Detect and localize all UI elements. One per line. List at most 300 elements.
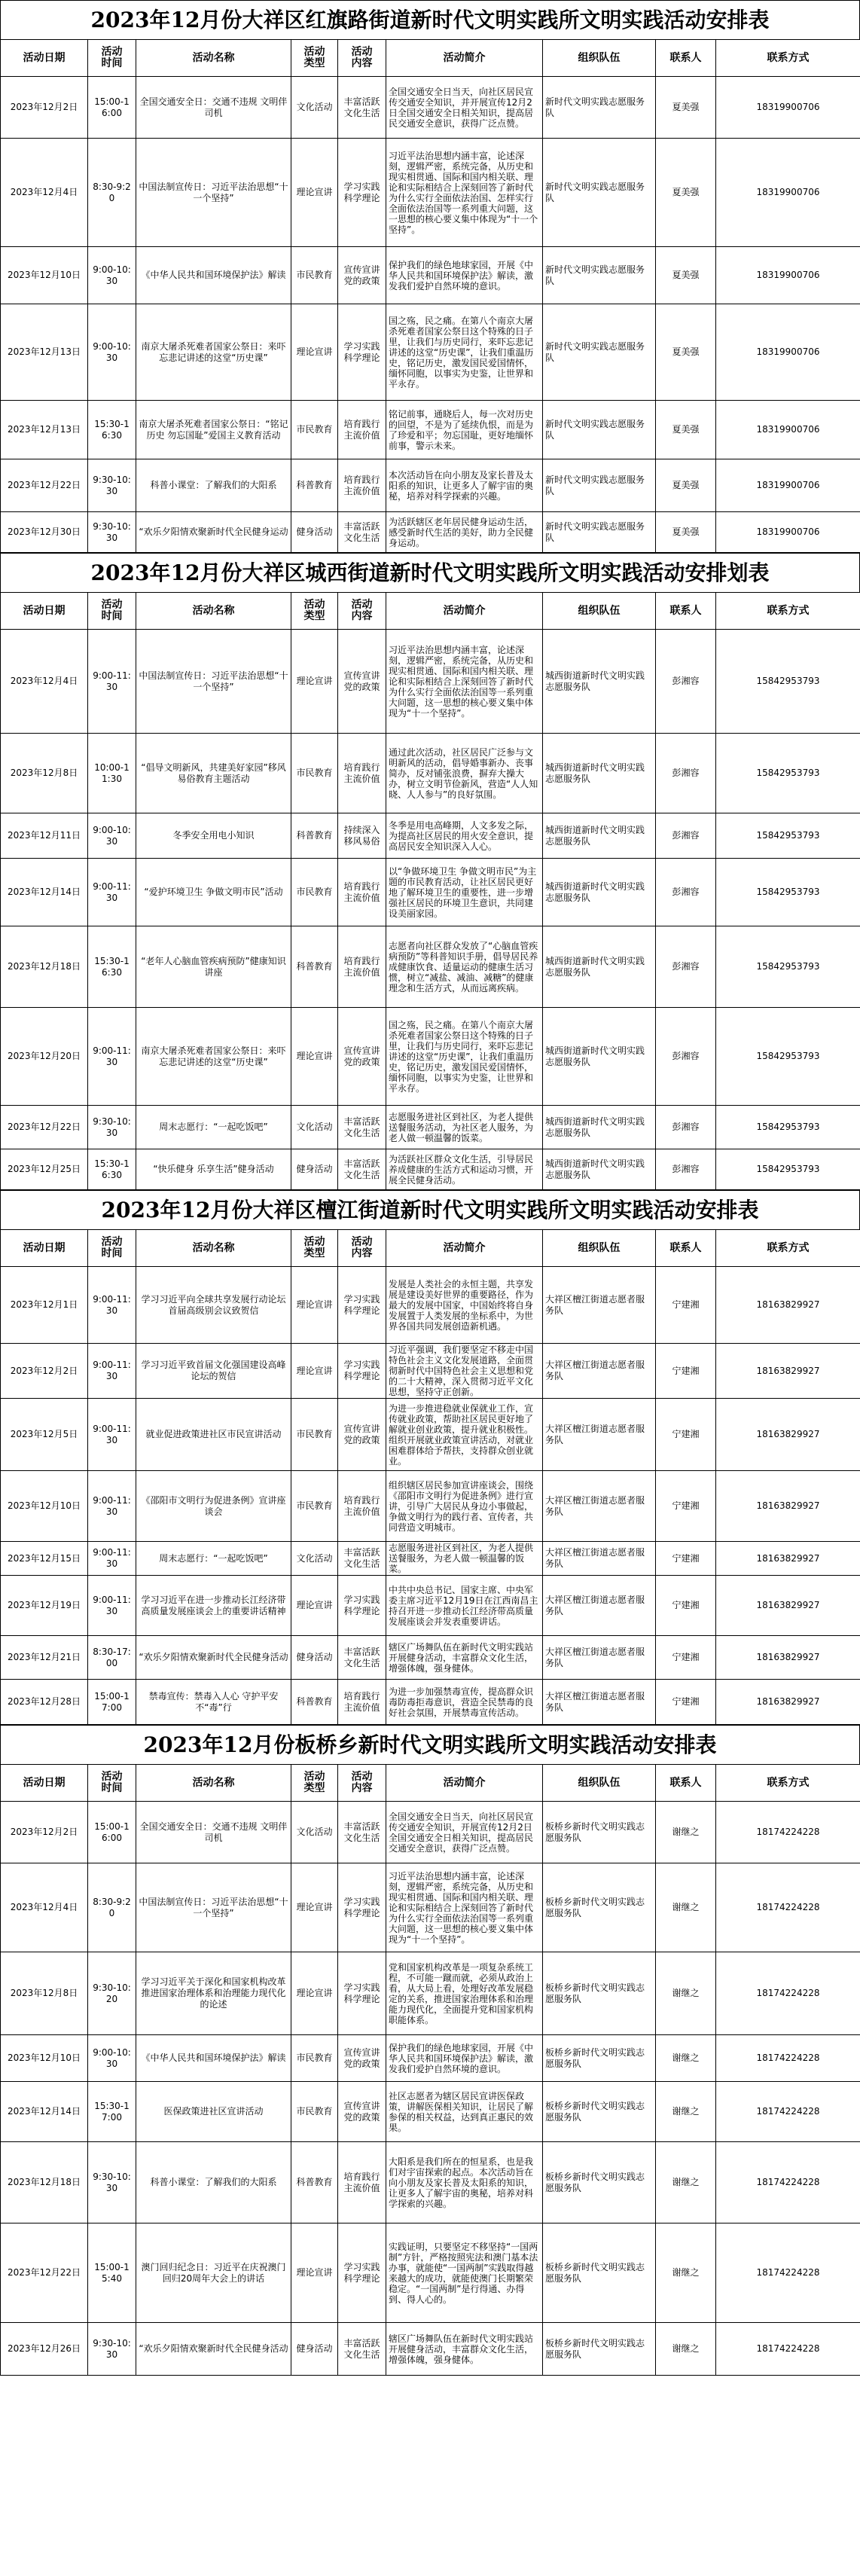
cell-name: “倡导文明新风，共建美好家园”移风易俗教育主题活动 <box>136 734 291 813</box>
cell-type: 市民教育 <box>291 401 338 459</box>
column-header-contact: 联系人 <box>656 1230 716 1267</box>
table-row <box>1 1344 860 1399</box>
cell-intro: 通过此次活动，社区居民广泛参与文明新风的活动，倡导婚事新办、丧事简办，反对铺张浪费，摒弃大操大办，树立文明节俭新风，营造“人人知晓、人人参与”的良好氛围。 <box>386 734 543 813</box>
cell-contact: 宁建湘 <box>656 1344 716 1399</box>
cell-time: 9:30-10:30 <box>88 459 136 512</box>
cell-phone: 18174224228 <box>716 2035 860 2082</box>
cell-contact: 宁建湘 <box>656 1267 716 1344</box>
column-header-date: 活动日期 <box>1 40 88 77</box>
cell-date: 2023年12月15日 <box>1 1542 88 1576</box>
column-header-name: 活动名称 <box>136 40 291 77</box>
schedule-section <box>0 1725 860 2376</box>
cell-content: 丰富活跃文化生活 <box>338 1106 386 1149</box>
cell-time: 9:00-11:30 <box>88 1344 136 1399</box>
cell-phone: 18319900706 <box>716 512 860 553</box>
cell-intro: 习近平强调，我们要坚定不移走中国特色社会主义文化发展道路，全面贯彻新时代中国特色社会主义思想和党的二十大精神，深入贯彻习近平文化思想，坚持守正创新。 <box>386 1344 543 1399</box>
column-header-name: 活动名称 <box>136 1765 291 1802</box>
table-row <box>1 1542 860 1576</box>
cell-type: 文化活动 <box>291 77 338 139</box>
cell-intro: 党和国家机构改革是一项复杂系统工程，不可能一蹴而就，必须从政治上看，从大局上看，处理好改革发展稳定的关系，推进国家治理体系和治理能力现代化，全面提升党和国家机构职能体系。 <box>386 1952 543 2035</box>
column-header-contact: 联系人 <box>656 1765 716 1802</box>
cell-date: 2023年12月5日 <box>1 1399 88 1471</box>
table-row <box>1 1576 860 1636</box>
cell-team: 新时代文明实践志愿服务队 <box>543 512 656 553</box>
column-header-type: 活动 类型 <box>291 1765 338 1802</box>
cell-type: 科普教育 <box>291 1680 338 1725</box>
cell-name: 学习习近平关于深化和国家机构改革推进国家治理体系和治理能力现代化的论述 <box>136 1952 291 2035</box>
cell-contact: 彭湘容 <box>656 1106 716 1149</box>
schedule-table <box>0 1764 860 2376</box>
cell-team: 板桥乡新时代文明实践志愿服务队 <box>543 2142 656 2223</box>
column-header-content: 活动 内容 <box>338 593 386 630</box>
schedule-table <box>0 1229 860 1725</box>
cell-name: 冬季安全用电小知识 <box>136 813 291 859</box>
table-row <box>1 401 860 459</box>
cell-phone: 18319900706 <box>716 139 860 247</box>
column-header-contact: 联系人 <box>656 40 716 77</box>
cell-date: 2023年12月22日 <box>1 2223 88 2323</box>
cell-date: 2023年12月2日 <box>1 1344 88 1399</box>
cell-type: 理论宣讲 <box>291 1344 338 1399</box>
cell-content: 培育践行主流价值 <box>338 1680 386 1725</box>
cell-contact: 彭湘容 <box>656 1008 716 1106</box>
table-row <box>1 1008 860 1106</box>
cell-type: 市民教育 <box>291 247 338 304</box>
cell-type: 市民教育 <box>291 734 338 813</box>
column-header-contact: 联系人 <box>656 593 716 630</box>
cell-time: 8:30-9:20 <box>88 139 136 247</box>
cell-phone: 15842953793 <box>716 1106 860 1149</box>
cell-time: 9:00-11:30 <box>88 1008 136 1106</box>
cell-time: 10:00-11:30 <box>88 734 136 813</box>
cell-time: 9:30-10:30 <box>88 512 136 553</box>
cell-time: 9:00-10:30 <box>88 304 136 401</box>
cell-team: 大祥区檀江街道志愿者服务队 <box>543 1542 656 1576</box>
cell-team: 大祥区檀江街道志愿者服务队 <box>543 1680 656 1725</box>
cell-intro: 为活跃社区群众文化生活，引导居民养成健康的生活方式和运动习惯，开展全民健身活动。 <box>386 1149 543 1190</box>
table-row <box>1 247 860 304</box>
cell-content: 丰富活跃文化生活 <box>338 1542 386 1576</box>
table-row <box>1 1952 860 2035</box>
cell-name: 南京大屠杀死难者国家公祭日：来吓忘悲记讲述的这堂“历史课” <box>136 304 291 401</box>
cell-team: 新时代文明实践志愿服务队 <box>543 401 656 459</box>
cell-type: 健身活动 <box>291 1149 338 1190</box>
table-row <box>1 2142 860 2223</box>
cell-phone: 18163829927 <box>716 1344 860 1399</box>
cell-intro: 全国交通安全日当天，向社区居民宣传交通安全知识，并开展宣传12月2日全国交通安全日相关知识，提高居民交通安全意识，获得广泛点赞。 <box>386 77 543 139</box>
cell-intro: 社区志愿者为辖区居民宣讲医保政策，讲解医保相关知识，让居民了解参保的相关权益，达到真正惠民的效果。 <box>386 2082 543 2142</box>
cell-team: 城西街道新时代文明实践志愿服务队 <box>543 813 656 859</box>
cell-team: 城西街道新时代文明实践志愿服务队 <box>543 734 656 813</box>
cell-content: 持续深入移风易俗 <box>338 813 386 859</box>
cell-date: 2023年12月4日 <box>1 139 88 247</box>
cell-intro: 冬季是用电高峰期，人文多发之际，为提高社区居民的用火安全意识，提高居民安全知识深入人心。 <box>386 813 543 859</box>
cell-contact: 谢继之 <box>656 2223 716 2323</box>
cell-phone: 15842953793 <box>716 813 860 859</box>
cell-name: “欢乐夕阳情欢聚新时代全民健身活动 <box>136 2323 291 2376</box>
cell-phone: 18163829927 <box>716 1680 860 1725</box>
cell-date: 2023年12月1日 <box>1 1267 88 1344</box>
cell-name: 中国法制宣传日：习近平法治思想“十一个坚持” <box>136 630 291 734</box>
schedule-section <box>0 0 860 553</box>
cell-content: 宣传宣讲党的政策 <box>338 1008 386 1106</box>
cell-type: 市民教育 <box>291 1399 338 1471</box>
cell-name: 医保政策进社区宣讲活动 <box>136 2082 291 2142</box>
cell-intro: 辖区广场舞队伍在新时代文明实践站开展健身活动，丰富群众文化生活，增强体魄，强身健体。 <box>386 1636 543 1680</box>
cell-date: 2023年12月20日 <box>1 1008 88 1106</box>
cell-name: 周末志愿行：“一起吃饭吧” <box>136 1106 291 1149</box>
cell-phone: 18319900706 <box>716 459 860 512</box>
cell-phone: 15842953793 <box>716 630 860 734</box>
cell-intro: 国之殇，民之痛。在第八个南京大屠杀死难者国家公祭日这个特殊的日子里，让我们与历史同行，来吓忘悲记讲述的这堂“历史课”，让我们重温历史，铭记历史，激发国民爱国情怀，缅怀同胞，以事实为史鉴，让世界和平永存。 <box>386 304 543 401</box>
cell-phone: 15842953793 <box>716 734 860 813</box>
cell-contact: 谢继之 <box>656 1802 716 1863</box>
column-header-type: 活动 类型 <box>291 1230 338 1267</box>
cell-name: 《中华人民共和国环境保护法》解读 <box>136 247 291 304</box>
cell-content: 学习实践科学理论 <box>338 1267 386 1344</box>
cell-time: 9:00-11:30 <box>88 1542 136 1576</box>
cell-time: 15:00-16:00 <box>88 1802 136 1863</box>
cell-type: 理论宣讲 <box>291 1952 338 2035</box>
table-row <box>1 1106 860 1149</box>
cell-content: 培育践行主流价值 <box>338 1471 386 1542</box>
cell-team: 城西街道新时代文明实践志愿服务队 <box>543 630 656 734</box>
cell-intro: 习近平法治思想内涵丰富，论述深刻，逻辑严密，系统完备，从历史和现实相贯通、国际和国内相关联、理论和实际相结合上深刻回答了新时代为什么实行全面依法治国等一系列重大问题，这一思想的核心要义集中体现为“十一个坚持”。 <box>386 630 543 734</box>
cell-team: 城西街道新时代文明实践志愿服务队 <box>543 926 656 1008</box>
cell-intro: 发展是人类社会的永恒主题，共享发展是建设美好世界的重要路径，作为最大的发展中国家，中国始终将自身发展置于人类发展的坐标系中，为世界各国共同发展创造新机遇。 <box>386 1267 543 1344</box>
cell-phone: 15842953793 <box>716 1149 860 1190</box>
column-header-team: 组织队伍 <box>543 593 656 630</box>
schedule-section <box>0 553 860 1190</box>
cell-time: 9:30-10:20 <box>88 1952 136 2035</box>
cell-name: 禁毒宣传：禁毒入人心 守护平安不“毒”行 <box>136 1680 291 1725</box>
cell-time: 15:30-16:30 <box>88 926 136 1008</box>
column-header-name: 活动名称 <box>136 593 291 630</box>
cell-time: 9:00-11:30 <box>88 859 136 926</box>
table-row <box>1 304 860 401</box>
cell-content: 丰富活跃文化生活 <box>338 2323 386 2376</box>
cell-content: 宣传宣讲党的政策 <box>338 2035 386 2082</box>
column-header-date: 活动日期 <box>1 1230 88 1267</box>
cell-phone: 18174224228 <box>716 1863 860 1952</box>
cell-date: 2023年12月2日 <box>1 77 88 139</box>
header-row <box>1 593 860 630</box>
cell-contact: 宁建湘 <box>656 1680 716 1725</box>
cell-type: 健身活动 <box>291 2323 338 2376</box>
cell-phone: 18163829927 <box>716 1399 860 1471</box>
cell-name: 中国法制宣传日：习近平法治思想“十一个坚持” <box>136 139 291 247</box>
cell-type: 理论宣讲 <box>291 630 338 734</box>
cell-contact: 彭湘容 <box>656 1149 716 1190</box>
cell-team: 城西街道新时代文明实践志愿服务队 <box>543 859 656 926</box>
cell-type: 健身活动 <box>291 512 338 553</box>
cell-date: 2023年12月18日 <box>1 2142 88 2223</box>
table-row <box>1 926 860 1008</box>
cell-date: 2023年12月4日 <box>1 630 88 734</box>
cell-name: 中国法制宣传日：习近平法治思想“十一个坚持” <box>136 1863 291 1952</box>
cell-intro: 国之殇，民之痛。在第八个南京大屠杀死难者国家公祭日这个特殊的日子里，让我们与历史同行，来吓忘悲记讲述的这堂“历史课”，让我们重温历史，铭记历史，激发国民爱国情怀，缅怀同胞，以事实为史鉴，让世界和平永存。 <box>386 1008 543 1106</box>
cell-intro: 志愿者向社区群众发放了“心脑血管疾病预防”等科普知识手册，倡导居民养成健康饮食、适量运动的健康生活习惯，树立“减盐、减油、减糖”的健康理念和生活方式，从而远离疾病。 <box>386 926 543 1008</box>
table-row <box>1 1636 860 1680</box>
cell-team: 新时代文明实践志愿服务队 <box>543 304 656 401</box>
cell-name: 科普小课堂：了解我们的大阳系 <box>136 2142 291 2223</box>
cell-date: 2023年12月11日 <box>1 813 88 859</box>
column-header-time: 活动 时间 <box>88 40 136 77</box>
cell-phone: 18319900706 <box>716 304 860 401</box>
cell-time: 15:30-16:30 <box>88 1149 136 1190</box>
cell-name: “老年人心脑血管疾病预防”健康知识讲座 <box>136 926 291 1008</box>
table-row <box>1 1802 860 1863</box>
cell-contact: 夏美强 <box>656 139 716 247</box>
cell-name: 就业促进政策进社区市民宣讲活动 <box>136 1399 291 1471</box>
cell-intro: 全国交通安全日当天，向社区居民宣传交通安全知识，开展宣传12月2日全国交通安全日相关知识，提高居民交通安全意识，获得广泛点赞。 <box>386 1802 543 1863</box>
cell-team: 大祥区檀江街道志愿者服务队 <box>543 1471 656 1542</box>
schedule-table <box>0 592 860 1190</box>
column-header-intro: 活动简介 <box>386 593 543 630</box>
cell-type: 理论宣讲 <box>291 304 338 401</box>
cell-type: 文化活动 <box>291 1802 338 1863</box>
cell-contact: 夏美强 <box>656 401 716 459</box>
header-row <box>1 1230 860 1267</box>
cell-content: 培育践行主流价值 <box>338 859 386 926</box>
cell-time: 9:00-11:30 <box>88 1576 136 1636</box>
cell-team: 大祥区檀江街道志愿者服务队 <box>543 1399 656 1471</box>
cell-content: 学习实践科学理论 <box>338 2223 386 2323</box>
cell-content: 宣传宣讲党的政策 <box>338 247 386 304</box>
cell-content: 丰富活跃文化生活 <box>338 1149 386 1190</box>
cell-date: 2023年12月2日 <box>1 1802 88 1863</box>
cell-date: 2023年12月13日 <box>1 401 88 459</box>
cell-team: 大祥区檀江街道志愿者服务队 <box>543 1267 656 1344</box>
cell-phone: 18163829927 <box>716 1542 860 1576</box>
cell-date: 2023年12月14日 <box>1 859 88 926</box>
cell-time: 9:30-10:30 <box>88 1106 136 1149</box>
cell-content: 培育践行主流价值 <box>338 926 386 1008</box>
cell-time: 8:30-9:20 <box>88 1863 136 1952</box>
cell-contact: 宁建湘 <box>656 1399 716 1471</box>
cell-type: 理论宣讲 <box>291 1008 338 1106</box>
column-header-type: 活动 类型 <box>291 40 338 77</box>
cell-time: 9:00-11:30 <box>88 1471 136 1542</box>
cell-contact: 夏美强 <box>656 512 716 553</box>
cell-team: 板桥乡新时代文明实践志愿服务队 <box>543 2323 656 2376</box>
column-header-time: 活动 时间 <box>88 1765 136 1802</box>
cell-date: 2023年12月10日 <box>1 1471 88 1542</box>
column-header-intro: 活动简介 <box>386 1765 543 1802</box>
cell-time: 15:00-16:00 <box>88 77 136 139</box>
cell-date: 2023年12月4日 <box>1 1863 88 1952</box>
cell-type: 文化活动 <box>291 1542 338 1576</box>
table-row <box>1 139 860 247</box>
column-header-content: 活动 内容 <box>338 40 386 77</box>
cell-contact: 谢继之 <box>656 2323 716 2376</box>
cell-team: 板桥乡新时代文明实践志愿服务队 <box>543 2223 656 2323</box>
cell-time: 15:00-17:00 <box>88 1680 136 1725</box>
cell-content: 培育践行主流价值 <box>338 401 386 459</box>
table-row <box>1 734 860 813</box>
cell-contact: 彭湘容 <box>656 734 716 813</box>
cell-content: 学习实践科学理论 <box>338 1344 386 1399</box>
cell-name: “快乐健身 乐享生活”健身活动 <box>136 1149 291 1190</box>
cell-intro: 组织辖区居民参加宣讲座谈会，围绕《邵阳市文明行为促进条例》进行宣讲，引导广大居民从身边小事做起，争做文明行为的践行者、宣传者，共同营造文明城市。 <box>386 1471 543 1542</box>
cell-phone: 18319900706 <box>716 77 860 139</box>
table-row <box>1 2035 860 2082</box>
cell-contact: 夏美强 <box>656 77 716 139</box>
table-row <box>1 77 860 139</box>
cell-phone: 15842953793 <box>716 926 860 1008</box>
cell-team: 新时代文明实践志愿服务队 <box>543 247 656 304</box>
cell-type: 科普教育 <box>291 926 338 1008</box>
cell-name: 学习习近平在进一步推动长江经济带高质量发展座谈会上的重要讲话精神 <box>136 1576 291 1636</box>
cell-type: 市民教育 <box>291 859 338 926</box>
cell-contact: 夏美强 <box>656 247 716 304</box>
schedule-section <box>0 1190 860 1725</box>
cell-phone: 18174224228 <box>716 1952 860 2035</box>
cell-type: 理论宣讲 <box>291 1576 338 1636</box>
cell-time: 15:00-15:40 <box>88 2223 136 2323</box>
cell-team: 板桥乡新时代文明实践志愿服务队 <box>543 2035 656 2082</box>
cell-name: 学习习近平向全球共享发展行动论坛首届高级别会议致贺信 <box>136 1267 291 1344</box>
table-row <box>1 859 860 926</box>
column-header-content: 活动 内容 <box>338 1765 386 1802</box>
cell-type: 理论宣讲 <box>291 1863 338 1952</box>
cell-contact: 彭湘容 <box>656 630 716 734</box>
cell-type: 健身活动 <box>291 1636 338 1680</box>
cell-date: 2023年12月26日 <box>1 2323 88 2376</box>
cell-content: 丰富活跃文化生活 <box>338 77 386 139</box>
cell-date: 2023年12月18日 <box>1 926 88 1008</box>
cell-name: 全国交通安全日：交通不违规 文明伴司机 <box>136 1802 291 1863</box>
cell-intro: 中共中央总书记、国家主席、中央军委主席习近平12月19日在江西南昌主持召开进一步推动长江经济带高质量发展座谈会并发表重要讲话。 <box>386 1576 543 1636</box>
cell-date: 2023年12月30日 <box>1 512 88 553</box>
cell-content: 宣传宣讲党的政策 <box>338 1399 386 1471</box>
table-row <box>1 630 860 734</box>
column-header-team: 组织队伍 <box>543 40 656 77</box>
cell-contact: 夏美强 <box>656 304 716 401</box>
table-row <box>1 1471 860 1542</box>
cell-name: 科普小课堂：了解我们的大阳系 <box>136 459 291 512</box>
cell-team: 城西街道新时代文明实践志愿服务队 <box>543 1008 656 1106</box>
cell-name: 学习习近平致首届文化强国建设高峰论坛的贺信 <box>136 1344 291 1399</box>
cell-content: 学习实践科学理论 <box>338 304 386 401</box>
column-header-intro: 活动简介 <box>386 1230 543 1267</box>
cell-contact: 谢继之 <box>656 1952 716 2035</box>
cell-intro: 以“争做环境卫生 争做文明市民”为主题的市民教育活动，让社区居民更好地了解环境卫生的重要性，进一步增强社区居民的环境卫生意识，共同建设美丽家园。 <box>386 859 543 926</box>
cell-team: 城西街道新时代文明实践志愿服务队 <box>543 1106 656 1149</box>
cell-content: 丰富活跃文化生活 <box>338 512 386 553</box>
cell-date: 2023年12月25日 <box>1 1149 88 1190</box>
header-row <box>1 1765 860 1802</box>
cell-phone: 18174224228 <box>716 2082 860 2142</box>
cell-phone: 18163829927 <box>716 1471 860 1542</box>
section-title: 2023年12月份大祥区檀江街道新时代文明实践所文明实践活动安排表 <box>0 1190 860 1229</box>
cell-date: 2023年12月19日 <box>1 1576 88 1636</box>
cell-content: 学习实践科学理论 <box>338 1952 386 2035</box>
cell-intro: 为进一步加强禁毒宣传，提高群众识毒防毒拒毒意识，营造全民禁毒的良好社会氛围，开展禁毒宣传活动。 <box>386 1680 543 1725</box>
cell-type: 科普教育 <box>291 459 338 512</box>
cell-intro: 习近平法治思想内涵丰富，论述深刻，逻辑严密，系统完备，从历史和现实相贯通、国际和国内相关联、理论和实际相结合上深刻回答了新时代为什么实行全面依法治国等一系列重大问题，这一思想的核心要义集中体现为“十一个坚持”。 <box>386 1863 543 1952</box>
column-header-content: 活动 内容 <box>338 1230 386 1267</box>
cell-intro: 习近平法治思想内涵丰富，论述深刻，逻辑严密，系统完备，从历史和现实相贯通、国际和国内相关联、理论和实际相结合上深刻回答了新时代为什么实行全面依法治国、怎样实行全面依法治国等一系列重大问题，这一思想的核心要义集中体现为“十一个坚持”。 <box>386 139 543 247</box>
cell-team: 城西街道新时代文明实践志愿服务队 <box>543 1149 656 1190</box>
cell-date: 2023年12月21日 <box>1 1636 88 1680</box>
cell-time: 9:00-11:30 <box>88 1399 136 1471</box>
cell-contact: 谢继之 <box>656 2142 716 2223</box>
cell-time: 9:00-10:30 <box>88 813 136 859</box>
cell-intro: 保护我们的绿色地球家园，开展《中华人民共和国环境保护法》解读，激发我们爱护自然环境的意识。 <box>386 247 543 304</box>
cell-type: 文化活动 <box>291 1106 338 1149</box>
column-header-team: 组织队伍 <box>543 1230 656 1267</box>
section-title: 2023年12月份板桥乡新时代文明实践所文明实践活动安排表 <box>0 1725 860 1764</box>
cell-type: 市民教育 <box>291 1471 338 1542</box>
cell-name: 南京大屠杀死难者国家公祭日：“铭记历史 勿忘国耻”爱国主义教育活动 <box>136 401 291 459</box>
cell-contact: 宁建湘 <box>656 1576 716 1636</box>
cell-type: 理论宣讲 <box>291 2223 338 2323</box>
cell-team: 板桥乡新时代文明实践志愿服务队 <box>543 1863 656 1952</box>
cell-type: 市民教育 <box>291 2035 338 2082</box>
column-header-date: 活动日期 <box>1 1765 88 1802</box>
column-header-time: 活动 时间 <box>88 1230 136 1267</box>
cell-phone: 15842953793 <box>716 1008 860 1106</box>
cell-contact: 彭湘容 <box>656 859 716 926</box>
cell-intro: 实践证明，只要坚定不移坚持“一国两制”方针，严格按照宪法和澳门基本法办事，就能使“一国两制”实践取得越来越大的成功，就能使澳门长期繁荣稳定。“一国两制”是行得通、办得到、得人心的。 <box>386 2223 543 2323</box>
cell-date: 2023年12月22日 <box>1 1106 88 1149</box>
cell-time: 8:30-17:00 <box>88 1636 136 1680</box>
cell-contact: 谢继之 <box>656 1863 716 1952</box>
column-header-phone: 联系方式 <box>716 1765 860 1802</box>
cell-contact: 彭湘容 <box>656 813 716 859</box>
table-row <box>1 1680 860 1725</box>
cell-type: 科普教育 <box>291 813 338 859</box>
cell-team: 大祥区檀江街道志愿者服务队 <box>543 1344 656 1399</box>
cell-phone: 18319900706 <box>716 247 860 304</box>
cell-phone: 18174224228 <box>716 2323 860 2376</box>
cell-content: 丰富活跃文化生活 <box>338 1636 386 1680</box>
cell-contact: 谢继之 <box>656 2082 716 2142</box>
cell-contact: 彭湘容 <box>656 926 716 1008</box>
cell-time: 9:00-11:30 <box>88 630 136 734</box>
cell-team: 大祥区檀江街道志愿者服务队 <box>543 1636 656 1680</box>
cell-content: 学习实践科学理论 <box>338 1863 386 1952</box>
cell-team: 新时代文明实践志愿服务队 <box>543 459 656 512</box>
cell-time: 9:30-10:30 <box>88 2142 136 2223</box>
cell-phone: 18174224228 <box>716 2223 860 2323</box>
cell-phone: 18163829927 <box>716 1267 860 1344</box>
cell-time: 9:00-10:30 <box>88 247 136 304</box>
cell-phone: 18174224228 <box>716 2142 860 2223</box>
cell-intro: 为活跃辖区老年居民健身运动生活，感受新时代生活的美好，助力全民健身运动。 <box>386 512 543 553</box>
cell-content: 培育践行主流价值 <box>338 734 386 813</box>
cell-name: 全国交通安全日：交通不违规 文明伴司机 <box>136 77 291 139</box>
cell-intro: 辖区广场舞队伍在新时代文明实践站开展健身活动，丰富群众文化生活，增强体魄，强身健体。 <box>386 2323 543 2376</box>
cell-contact: 宁建湘 <box>656 1542 716 1576</box>
cell-team: 板桥乡新时代文明实践志愿服务队 <box>543 1802 656 1863</box>
cell-content: 培育践行主流价值 <box>338 2142 386 2223</box>
cell-team: 新时代文明实践志愿服务队 <box>543 139 656 247</box>
cell-phone: 18174224228 <box>716 1802 860 1863</box>
cell-content: 学习实践科学理论 <box>338 1576 386 1636</box>
table-row <box>1 2082 860 2142</box>
cell-name: 《邵阳市文明行为促进条例》宣讲座谈会 <box>136 1471 291 1542</box>
cell-time: 15:30-16:30 <box>88 401 136 459</box>
table-row <box>1 2223 860 2323</box>
table-row <box>1 459 860 512</box>
cell-content: 丰富活跃文化生活 <box>338 1802 386 1863</box>
cell-intro: 本次活动旨在向小朋友及家长普及太阳系的知识，让更多人了解宇宙的奥秘，培养对科学探索的兴趣。 <box>386 459 543 512</box>
cell-team: 新时代文明实践志愿服务队 <box>543 77 656 139</box>
cell-intro: 志愿服务进社区到社区，为老人提供送餐服务，为老人做一顿温馨的饭菜。 <box>386 1542 543 1576</box>
column-header-phone: 联系方式 <box>716 1230 860 1267</box>
